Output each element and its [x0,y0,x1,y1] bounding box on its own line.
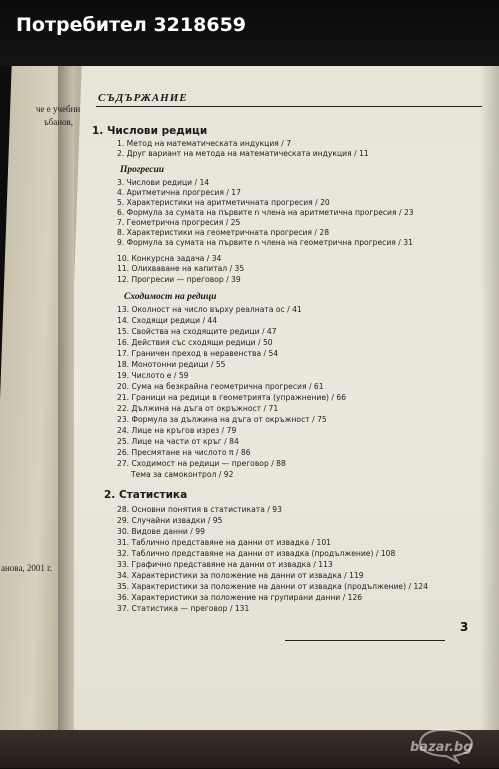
toc-item: 7. Геометрична прогресия / 25 [117,218,241,227]
footer-rule [285,640,445,641]
toc-item: 5. Характеристики на аритметичната прогресия / 20 [117,198,330,207]
toc-item: 21. Граници на редици в геометрията (упражнение) / 66 [117,393,347,402]
left-page-text-3: анова, 2001 г. [1,563,53,573]
toc-item: 13. Околност на число върху реалната ос / 41 [117,305,302,314]
left-page-text-2: ъбанов, [44,117,74,127]
toc-item: 6. Формула за сумата на първите n члена на аритметична прогресия / 23 [117,208,414,217]
toc-item: 17. Граничен преход в неравенства / 54 [117,349,279,358]
header-rule [96,106,482,107]
toc-item: 1. Метод на математическата индукция / 7 [117,139,292,148]
toc-item: 19. Числото e / 59 [117,371,189,380]
toc-item: 9. Формула за сумата на първите n члена на геометрична прогресия / 31 [117,238,413,247]
subsection-heading: Прогресии [120,165,165,175]
toc-item: Тема за самоконтрол / 92 [131,470,234,479]
section-heading: 1. Числови редици [92,125,208,137]
book-gutter [58,66,74,766]
section-heading: 2. Статистика [104,489,188,501]
toc-item: 25. Лице на части от кръг / 84 [117,437,239,446]
page-number: 3 [460,620,469,634]
toc-item: 18. Монотонни редици / 55 [117,360,226,369]
watermark-logo [392,724,492,764]
toc-item: 24. Лице на кръгов изрез / 79 [117,426,237,435]
toc-item: 23. Формула за дължина на дъга от окръжност / 75 [117,415,327,424]
toc-item: 2. Друг вариант на метода на математическата индукция / 11 [117,149,369,158]
toc-item: 29. Случайни извадки / 95 [117,516,223,525]
toc-item: 28. Основни понятия в статистиката / 93 [117,505,282,514]
toc-item: 37. Статистика — преговор / 131 [117,604,250,613]
toc-title: СЪДЪРЖАНИЕ [98,92,188,104]
left-page-text-1: че е учебни [36,104,81,114]
toc-item: 26. Пресмятане на числото π / 86 [117,448,251,457]
toc-item: 15. Свойства на сходящите редици / 47 [117,327,277,336]
page-edge-shadow [480,60,499,760]
toc-item: 32. Таблично представяне на данни от извадка (продължение) / 108 [117,549,396,558]
subsection-heading: Сходимост на редици [124,292,217,302]
toc-item: 22. Дължина на дъга от окръжност / 71 [117,404,279,413]
toc-item: 3. Числови редици / 14 [117,178,210,187]
toc-item: 27. Сходимост на редици — преговор / 88 [117,459,286,468]
watermark-text: bazar.bg [410,740,473,755]
toc-item: 8. Характеристики на геометричната прогресия / 28 [117,228,330,237]
toc-item: 10. Конкурсна задача / 34 [117,254,222,263]
toc-item: 12. Прогресии — преговор / 39 [117,275,241,284]
toc-item: 31. Таблично представяне на данни от извадка / 101 [117,538,331,547]
toc-item: 35. Характеристики за положение на данни от извадка (продължение) / 124 [117,582,428,591]
toc-item: 20. Сума на безкрайна геометрична прогресия / 61 [117,382,324,391]
toc-item: 36. Характеристики за положение на групирани данни / 126 [117,593,363,602]
toc-item: 16. Действия със сходящи редици / 50 [117,338,273,347]
toc-item: 11. Олихваване на капитал / 35 [117,264,245,273]
toc-item: 14. Сходящи редици / 44 [117,316,218,325]
toc-item: 30. Видове данни / 99 [117,527,205,536]
user-label: Потребител 3218659 [16,14,247,36]
toc-item: 4. Аритметична прогресия / 17 [117,188,241,197]
toc-item: 33. Графично представяне на данни от извадка / 113 [117,560,333,569]
toc-item: 34. Характеристики за положение на данни от извадка / 119 [117,571,364,580]
